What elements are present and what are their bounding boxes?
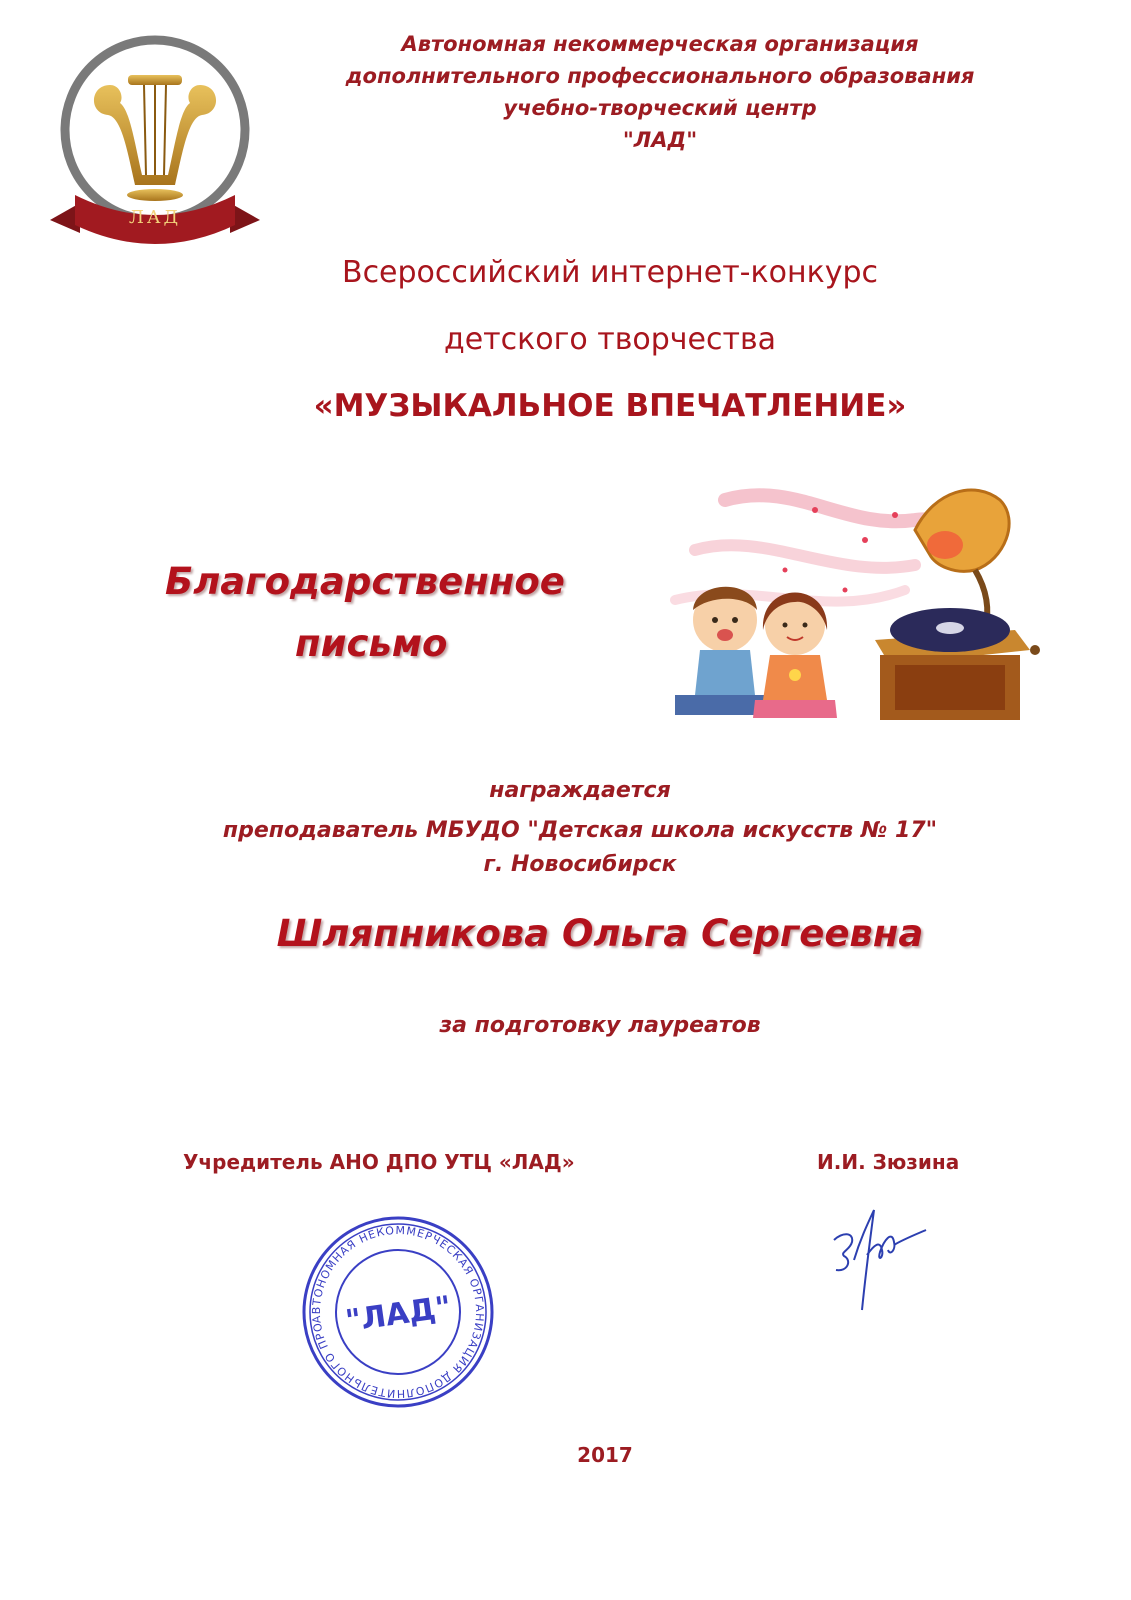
- stamp-ring-text: АВТОНОМНАЯ НЕКОММЕРЧЕСКАЯ ОРГАНИЗАЦИЯ ДОПОЛНИТЕЛЬНОГО ПРОФЕССИОНАЛЬНОГО: [309, 1223, 487, 1401]
- contest-line-2: детского творчества: [443, 322, 777, 357]
- certificate-title-line-1: Благодарственное: [165, 560, 565, 603]
- org-line-1: Автономная некоммерческая организация: [401, 32, 919, 56]
- stamp-center-text: "ЛАД": [343, 1289, 454, 1340]
- org-line-2: дополнительного профессионального образования: [345, 64, 975, 88]
- signatory-name: И.И. Зюзина: [817, 1150, 960, 1174]
- org-header: [340, 28, 980, 156]
- certificate-year: 2017: [577, 1443, 633, 1467]
- recipient-position: преподаватель МБУДО "Детская школа искусств № 17": [222, 818, 938, 843]
- recipient-name: Шляпникова Ольга Сергеевна: [276, 912, 924, 955]
- children-gramophone-illustration: [615, 470, 1045, 735]
- recipient-city: г. Новосибирск: [483, 852, 677, 877]
- org-line-4: "ЛАД": [622, 128, 698, 152]
- lad-logo: [40, 35, 270, 250]
- award-reason: за подготовку лауреатов: [439, 1013, 761, 1038]
- awarded-label: награждается: [489, 778, 671, 803]
- logo-text: ЛАД: [128, 207, 182, 228]
- contest-line-3: «МУЗЫКАЛЬНОЕ ВПЕЧАТЛЕНИЕ»: [313, 388, 907, 424]
- contest-line-1: Всероссийский интернет-конкурс: [341, 255, 878, 290]
- founder-label: Учредитель АНО ДПО УТЦ «ЛАД»: [183, 1150, 575, 1174]
- certificate-title-line-2: письмо: [295, 622, 448, 665]
- organization-stamp: [298, 1212, 498, 1412]
- org-line-3: учебно-творческий центр: [503, 96, 817, 120]
- handwritten-signature: [822, 1200, 932, 1320]
